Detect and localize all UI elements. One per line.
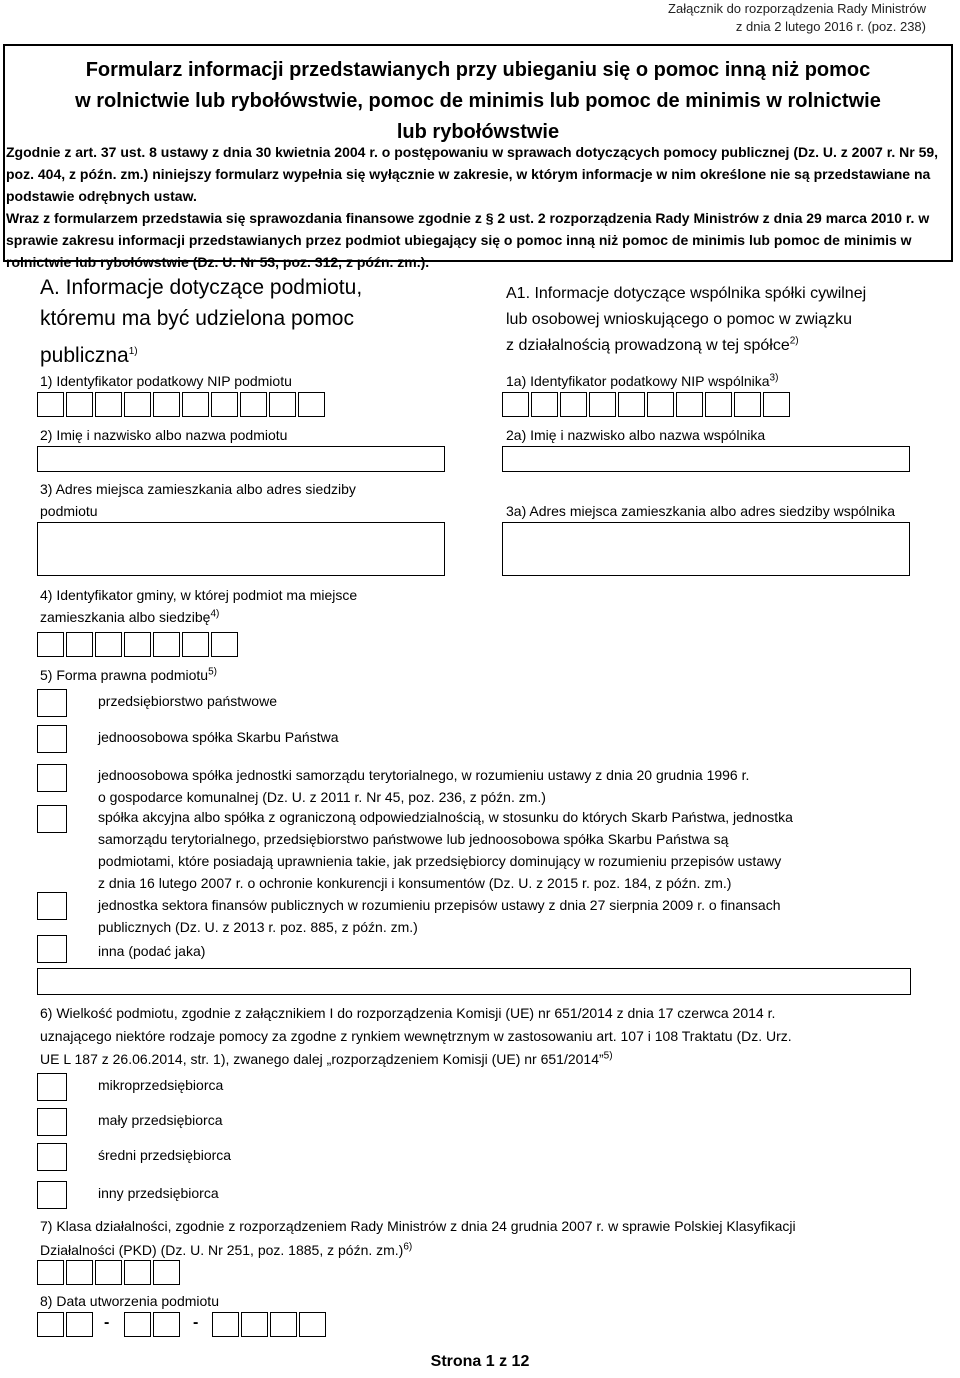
legal-form-checkbox-local-gov-company[interactable] xyxy=(37,764,67,792)
legal-form-treasury-company-label: jednoosobowa spółka Skarbu Państwa xyxy=(98,729,339,745)
q7-line-2: Działalności (PKD) (Dz. U. Nr 251, poz. 1885, z późn. zm.) xyxy=(40,1242,404,1258)
nip-cell[interactable] xyxy=(211,392,238,417)
section-a1-heading-line-3: z działalnością prowadzoną w tej spółce xyxy=(506,337,790,354)
legal-form-checkbox-public-finance[interactable] xyxy=(37,892,67,920)
q5-text: 5) Forma prawna podmiotu xyxy=(40,667,209,683)
footnote-ref: 2) xyxy=(789,335,799,347)
pkd-cell[interactable] xyxy=(37,1260,64,1285)
legal-form-other-field[interactable] xyxy=(37,968,911,995)
size-medium-label: średni przedsiębiorca xyxy=(98,1147,232,1163)
municipality-id-cell[interactable] xyxy=(66,632,93,657)
section-a1-heading xyxy=(506,281,946,359)
footnote-ref: 4) xyxy=(210,608,220,620)
date-cell[interactable] xyxy=(153,1312,180,1337)
municipality-id-cell[interactable] xyxy=(124,632,151,657)
name-field[interactable] xyxy=(37,446,445,472)
nip-cell[interactable] xyxy=(240,392,267,417)
partner-nip-cell[interactable] xyxy=(531,392,558,417)
section-a1-heading-line-1: A1. Informacje dotyczące wspólnika spółki cywilnej xyxy=(506,285,867,302)
footnote-ref: 5) xyxy=(603,1050,613,1062)
pkd-cell[interactable] xyxy=(66,1260,93,1285)
partner-nip-cell[interactable] xyxy=(647,392,674,417)
partner-nip-cell[interactable] xyxy=(589,392,616,417)
municipality-id-cell[interactable] xyxy=(153,632,180,657)
creation-date-month[interactable] xyxy=(124,1312,182,1337)
partner-nip-input[interactable] xyxy=(502,392,792,417)
nip-cell[interactable] xyxy=(269,392,296,417)
nip-cell[interactable] xyxy=(66,392,93,417)
opt3-line-2: o gospodarce komunalnej (Dz. U. z 2011 r. Nr 45, poz. 236, z późn. zm.) xyxy=(98,789,546,805)
q6-line-2: uznającego niektóre rodzaje pomocy za zgodne z rynkiem wewnętrznym w zastosowaniu art. 107 i 108 Traktatu (Dz. Urz. xyxy=(40,1028,792,1044)
q3a-label: 3a) Adres miejsca zamieszkania albo adres siedziby wspólnika xyxy=(506,503,896,519)
q7-label xyxy=(40,1214,940,1262)
legal-form-checkbox-treasury-company[interactable] xyxy=(37,725,67,753)
title-line-1: Formularz informacji przedstawianych przy ubieganiu się o pomoc inną niż pomoc xyxy=(85,59,871,81)
date-cell[interactable] xyxy=(212,1312,239,1337)
legal-form-checkbox-joint-stock[interactable] xyxy=(37,805,67,833)
date-cell[interactable] xyxy=(124,1312,151,1337)
section-a-heading-line-2: któremu ma być udzielona pomoc xyxy=(40,307,354,330)
municipality-id-cell[interactable] xyxy=(37,632,64,657)
creation-date-day[interactable] xyxy=(37,1312,95,1337)
section-a1-heading-line-2: lub osobowej wnioskującego o pomoc w związku xyxy=(506,311,852,328)
q5-label xyxy=(40,664,217,686)
footnote-ref: 3) xyxy=(769,372,779,384)
q1a-text: 1a) Identyfikator podatkowy NIP wspólnika xyxy=(506,373,770,389)
legal-form-local-gov-company-label xyxy=(98,764,898,808)
partner-address-field[interactable] xyxy=(502,522,910,576)
size-checkbox-micro[interactable] xyxy=(37,1073,67,1101)
q3-label xyxy=(40,478,356,522)
page-number: Strona 1 z 12 xyxy=(430,1353,530,1370)
intro-paragraph-2: Wraz z formularzem przedstawia się sprawozdania finansowe zgodnie z § 2 ust. 2 rozporządzenia Rady Ministrów z dnia 29 marca 2010 r. w sprawie zakresu informacji przedstawianych przez podmiot ubiegający się o pomoc inną niż pomoc de minimis lub pomoc de minimis w rolnictwie lub rybołówstwie (Dz. U. Nr 53, poz. 312, z późn. zm.). xyxy=(6,210,930,270)
partner-nip-cell[interactable] xyxy=(502,392,529,417)
size-other-label: inny przedsiębiorca xyxy=(98,1185,219,1201)
footnote-ref: 6) xyxy=(403,1241,413,1253)
pkd-cell[interactable] xyxy=(95,1260,122,1285)
date-cell[interactable] xyxy=(66,1312,93,1337)
legal-form-other-label: inna (podać jaka) xyxy=(98,943,206,959)
partner-nip-cell[interactable] xyxy=(676,392,703,417)
intro-paragraph-1: Zgodnie z art. 37 ust. 8 ustawy z dnia 30 kwietnia 2004 r. o postępowaniu w sprawach dotyczących pomocy publicznej (Dz. U. z 2007 r. Nr 59, poz. 404, z późn. zm.) niniejszy formularz wypełnia się wyłącznie w zakresie, w którym informacje w nim określone nie są przedstawiane na podstawie odrębnych ustaw. xyxy=(6,144,939,204)
q8-label: 8) Data utworzenia podmiotu xyxy=(40,1293,219,1309)
q4-line-2: zamieszkania albo siedzibę xyxy=(40,609,211,625)
nip-cell[interactable] xyxy=(95,392,122,417)
q6-line-1: 6) Wielkość podmiotu, zgodnie z załącznikiem I do rozporządzenia Komisji (UE) nr 651/2014 z dnia 17 czerwca 2014 r. xyxy=(40,1005,776,1021)
legal-form-public-finance-label xyxy=(98,894,918,938)
section-a-heading-line-1: A. Informacje dotyczące podmiotu, xyxy=(40,276,363,299)
opt4-line-3: podmiotami, które posiadają uprawnienia takie, jak przedsiębiorcy dominujący w rozumieniu przepisów ustawy xyxy=(98,853,782,869)
opt4-line-2: samorządu terytorialnego, przedsiębiorstwo państwowe lub jednoosobowa spółka Skarbu Państwa są xyxy=(98,831,729,847)
opt5-line-2: publicznych (Dz. U. z 2013 r. poz. 885, z późn. zm.) xyxy=(98,919,418,935)
pkd-cell[interactable] xyxy=(124,1260,151,1285)
partner-nip-cell[interactable] xyxy=(763,392,790,417)
annex-line-1: Załącznik do rozporządzenia Rady Ministrów xyxy=(668,1,926,16)
date-separator: - xyxy=(193,1314,199,1331)
pkd-cell[interactable] xyxy=(153,1260,180,1285)
municipality-id-cell[interactable] xyxy=(95,632,122,657)
q1a-label xyxy=(506,370,778,392)
section-a-heading-line-3: publiczna xyxy=(40,344,129,367)
partner-nip-cell[interactable] xyxy=(734,392,761,417)
q3-line-2: podmiotu xyxy=(40,503,98,519)
date-cell[interactable] xyxy=(299,1312,326,1337)
nip-cell[interactable] xyxy=(182,392,209,417)
title-line-3: lub rybołówstwie xyxy=(396,121,560,143)
intro-text xyxy=(6,141,950,273)
size-checkbox-small[interactable] xyxy=(37,1108,67,1136)
size-checkbox-medium[interactable] xyxy=(37,1143,67,1171)
date-separator: - xyxy=(104,1314,110,1331)
nip-cell[interactable] xyxy=(298,392,325,417)
partner-nip-cell[interactable] xyxy=(560,392,587,417)
municipality-id-cell[interactable] xyxy=(182,632,209,657)
nip-cell[interactable] xyxy=(124,392,151,417)
opt4-line-1: spółka akcyjna albo spółka z ograniczoną odpowiedzialnością, w stosunku do których Skarb Państwa, jednostka xyxy=(98,809,793,825)
partner-nip-cell[interactable] xyxy=(618,392,645,417)
legal-form-checkbox-other[interactable] xyxy=(37,935,67,963)
q6-label xyxy=(40,1002,940,1071)
nip-input[interactable] xyxy=(37,392,327,417)
q1-label: 1) Identyfikator podatkowy NIP podmiotu xyxy=(40,373,292,389)
legal-form-state-enterprise-label: przedsiębiorstwo państwowe xyxy=(98,693,277,709)
opt5-line-1: jednostka sektora finansów publicznych w rozumieniu przepisów ustawy z dnia 27 sierpnia 2009 r. o finansach xyxy=(98,897,781,913)
q4-line-1: 4) Identyfikator gminy, w której podmiot ma miejsce xyxy=(40,587,358,603)
q4-label xyxy=(40,584,357,628)
pkd-input[interactable] xyxy=(37,1260,182,1285)
legal-form-joint-stock-label xyxy=(98,806,918,894)
partner-nip-cell[interactable] xyxy=(705,392,732,417)
size-small-label: mały przedsiębiorca xyxy=(98,1112,223,1128)
date-cell[interactable] xyxy=(270,1312,297,1337)
opt3-line-1: jednoosobowa spółka jednostki samorządu terytorialnego, w rozumieniu ustawy z dnia 20 grudnia 1996 r. xyxy=(98,767,750,783)
opt4-line-4: z dnia 16 lutego 2007 r. o ochronie konkurencji i konsumentów (Dz. U. z 2015 r. poz. 184, z późn. zm.) xyxy=(98,875,732,891)
footnote-ref: 1) xyxy=(128,346,138,357)
section-a-heading xyxy=(40,272,460,371)
date-cell[interactable] xyxy=(241,1312,268,1337)
municipality-id-input[interactable] xyxy=(37,632,240,657)
q3-line-1: 3) Adres miejsca zamieszkania albo adres siedziby xyxy=(40,481,356,497)
title-line-2: w rolnictwie lub rybołówstwie, pomoc de minimis lub pomoc de minimis w rolnictwie xyxy=(75,90,881,112)
date-cell[interactable] xyxy=(37,1312,64,1337)
annex-line-2: z dnia 2 lutego 2016 r. (poz. 238) xyxy=(735,19,926,34)
address-field[interactable] xyxy=(37,522,445,576)
q7-line-1: 7) Klasa działalności, zgodnie z rozporządzeniem Rady Ministrów z dnia 24 grudnia 2007 r. w sprawie Polskiej Klasyfikacji xyxy=(40,1218,796,1234)
nip-cell[interactable] xyxy=(37,392,64,417)
partner-name-field[interactable] xyxy=(502,446,910,472)
form-title xyxy=(3,55,953,148)
annex-note xyxy=(668,0,926,36)
legal-form-checkbox-state-enterprise[interactable] xyxy=(37,689,67,717)
size-micro-label: mikroprzedsiębiorca xyxy=(98,1077,224,1093)
q2a-label: 2a) Imię i nazwisko albo nazwa wspólnika xyxy=(506,427,766,443)
size-checkbox-other[interactable] xyxy=(37,1181,67,1209)
footnote-ref: 5) xyxy=(208,666,217,678)
nip-cell[interactable] xyxy=(153,392,180,417)
municipality-id-cell[interactable] xyxy=(211,632,238,657)
q6-line-3: UE L 187 z 26.06.2014, str. 1), zwanego dalej „rozporządzeniem Komisji (UE) nr 651/2014” xyxy=(40,1051,604,1067)
q2-label: 2) Imię i nazwisko albo nazwa podmiotu xyxy=(40,427,288,443)
creation-date-year[interactable] xyxy=(212,1312,328,1337)
